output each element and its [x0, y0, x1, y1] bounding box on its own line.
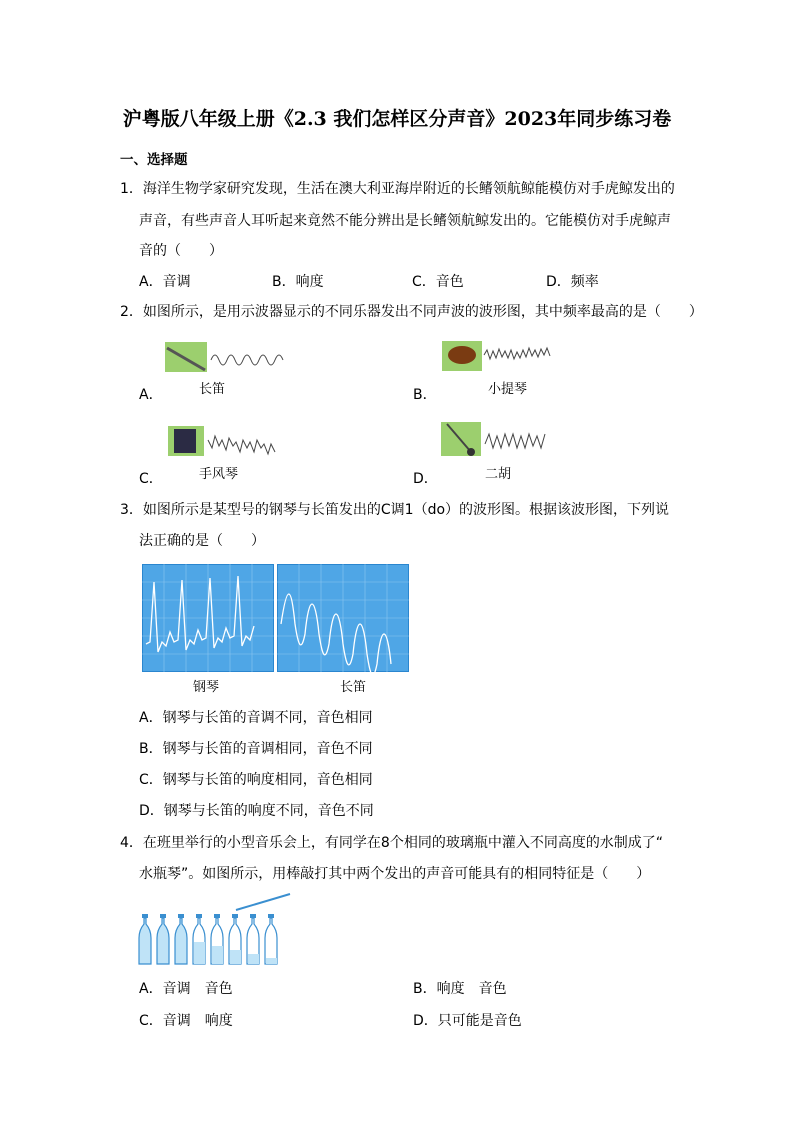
q1-option-a[interactable]: A．音调 [139, 274, 191, 290]
q2-caption-a: 长笛 [199, 382, 226, 397]
q3-option-c[interactable]: C．钢琴与长笛的响度相同，音色相同 [139, 772, 373, 788]
flute-oscilloscope [277, 564, 409, 672]
erhu-waveform [485, 434, 545, 448]
accordion-wave-figure [166, 424, 281, 462]
flute-wave-figure [163, 340, 288, 376]
q4-option-d[interactable]: D．只可能是音色 [413, 1013, 522, 1029]
q3-line-1: 3．如图所示是某型号的钢琴与长笛发出的C调1（do）的波形图。根据该波形图，下列说 [120, 502, 670, 518]
q3-line-2: 法正确的是（ ） [139, 533, 265, 549]
q2-caption-d: 二胡 [485, 467, 512, 482]
q1-option-b[interactable]: B．响度 [272, 274, 324, 290]
q3-option-a[interactable]: A．钢琴与长笛的音调不同，音色相同 [139, 710, 373, 726]
section-heading: 一、选择题 [120, 152, 188, 168]
q3-option-b[interactable]: B．钢琴与长笛的音调相同，音色不同 [139, 741, 373, 757]
q1-line-1: 1．海洋生物学家研究发现，生活在澳大利亚海岸附近的长鳍领航鲸能模仿对手虎鲸发出的 [120, 181, 675, 197]
q4-option-c[interactable]: C．音调 响度 [139, 1013, 233, 1029]
q2-option-a[interactable]: A． [139, 387, 163, 403]
q1-line-3: 音的（ ） [139, 243, 223, 259]
erhu-wave-figure [439, 418, 554, 462]
q3-caption-flute: 长笛 [340, 680, 367, 695]
q3-option-d[interactable]: D．钢琴与长笛的响度不同，音色不同 [139, 803, 374, 819]
q3-caption-piano: 钢琴 [193, 680, 220, 695]
violin-icon [448, 346, 476, 364]
piano-oscilloscope [142, 564, 274, 672]
violin-waveform [484, 348, 550, 359]
q4-line-2: 水瓶琴”。如图所示，用棒敲打其中两个发出的声音可能具有的相同特征是（ ） [139, 866, 651, 882]
flute-waveform [211, 355, 283, 365]
water-bottle-figure [136, 890, 296, 970]
q2-line: 2．如图所示，是用示波器显示的不同乐器发出不同声波的波形图，其中频率最高的是（ ） [120, 304, 703, 320]
q1-option-d[interactable]: D．频率 [546, 274, 599, 290]
accordion-icon [174, 429, 196, 453]
q4-line-1: 4．在班里举行的小型音乐会上，有同学在8个相同的玻璃瓶中灌入不同高度的水制成了“ [120, 835, 664, 851]
q1-option-c[interactable]: C．音色 [412, 274, 464, 290]
q1-line-2: 声音，有些声音人耳听起来竟然不能分辨出是长鳍领航鲸发出的。它能模仿对手虎鲸声 [139, 213, 671, 229]
q2-option-d[interactable]: D． [413, 471, 438, 487]
q4-option-b[interactable]: B．响度 音色 [413, 981, 507, 997]
accordion-waveform [208, 436, 275, 454]
page-title: 沪粤版八年级上册《2.3 我们怎样区分声音》2023年同步练习卷 [122, 108, 672, 130]
stick-icon [236, 894, 290, 910]
q2-caption-b: 小提琴 [488, 382, 528, 397]
q4-option-a[interactable]: A．音调 音色 [139, 981, 233, 997]
violin-wave-figure [440, 333, 560, 375]
q2-option-b[interactable]: B． [413, 387, 437, 403]
q2-option-c[interactable]: C． [139, 471, 163, 487]
q2-caption-c: 手风琴 [199, 467, 239, 482]
